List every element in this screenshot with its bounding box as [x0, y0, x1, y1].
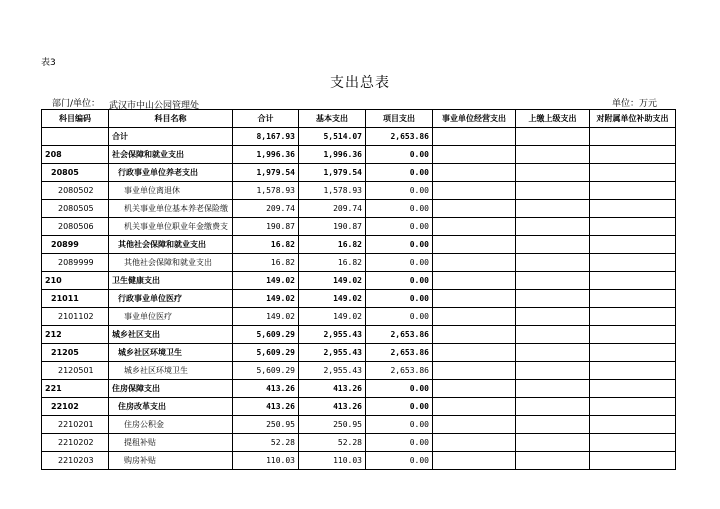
cell-project: 0.00 — [366, 398, 433, 416]
cell-subsidiary-subsidy — [590, 344, 676, 362]
cell-business — [433, 416, 516, 434]
cell-remit-upper — [516, 128, 590, 146]
cell-subsidiary-subsidy — [590, 290, 676, 308]
cell-project: 0.00 — [366, 164, 433, 182]
cell-subsidiary-subsidy — [590, 416, 676, 434]
cell-basic: 209.74 — [299, 200, 366, 218]
cell-basic: 149.02 — [299, 272, 366, 290]
department-label: 部门/单位： — [52, 99, 101, 109]
table-row — [42, 128, 676, 146]
cell-total: 149.02 — [233, 308, 299, 326]
cell-total: 1,578.93 — [233, 182, 299, 200]
table-row — [42, 200, 676, 218]
cell-subject-code: 21011 — [42, 290, 109, 308]
table-row — [42, 380, 676, 398]
cell-subject-name: 住房保障支出 — [109, 380, 233, 398]
cell-business — [433, 362, 516, 380]
cell-subject-code: 208 — [42, 146, 109, 164]
cell-subject-name: 社会保障和就业支出 — [109, 146, 233, 164]
cell-business — [433, 236, 516, 254]
cell-subsidiary-subsidy — [590, 380, 676, 398]
cell-basic: 2,955.43 — [299, 344, 366, 362]
header-project-expenditure: 项目支出 — [366, 110, 433, 128]
cell-remit-upper — [516, 164, 590, 182]
cell-subject-code: 212 — [42, 326, 109, 344]
cell-remit-upper — [516, 182, 590, 200]
cell-business — [433, 290, 516, 308]
cell-basic: 1,578.93 — [299, 182, 366, 200]
cell-business — [433, 434, 516, 452]
cell-business — [433, 398, 516, 416]
cell-business — [433, 200, 516, 218]
cell-project: 2,653.86 — [366, 128, 433, 146]
cell-subject-code: 2080505 — [42, 200, 109, 218]
unit-label: 单位：万元 — [612, 99, 658, 109]
cell-subject-code: 221 — [42, 380, 109, 398]
cell-total: 5,609.29 — [233, 326, 299, 344]
cell-subject-code: 2210202 — [42, 434, 109, 452]
header-subject-code: 科目编码 — [42, 110, 109, 128]
cell-remit-upper — [516, 398, 590, 416]
cell-subject-code: 2210203 — [42, 452, 109, 470]
table-row — [42, 416, 676, 434]
cell-basic: 413.26 — [299, 380, 366, 398]
cell-subsidiary-subsidy — [590, 398, 676, 416]
table-row — [42, 290, 676, 308]
cell-basic: 16.82 — [299, 254, 366, 272]
cell-total: 413.26 — [233, 380, 299, 398]
cell-subject-code: 210 — [42, 272, 109, 290]
cell-project: 0.00 — [366, 416, 433, 434]
cell-subsidiary-subsidy — [590, 218, 676, 236]
cell-subsidiary-subsidy — [590, 272, 676, 290]
table-row — [42, 164, 676, 182]
cell-subject-name: 事业单位医疗 — [109, 308, 233, 326]
cell-subject-code: 2089999 — [42, 254, 109, 272]
cell-subject-code: 20899 — [42, 236, 109, 254]
cell-project: 0.00 — [366, 200, 433, 218]
cell-project: 0.00 — [366, 452, 433, 470]
table-number: 表3 — [41, 58, 56, 68]
cell-remit-upper — [516, 308, 590, 326]
cell-business — [433, 380, 516, 398]
cell-subsidiary-subsidy — [590, 434, 676, 452]
table-row — [42, 146, 676, 164]
cell-remit-upper — [516, 146, 590, 164]
cell-subsidiary-subsidy — [590, 326, 676, 344]
cell-subsidiary-subsidy — [590, 164, 676, 182]
cell-project: 0.00 — [366, 254, 433, 272]
cell-subject-name: 其他社会保障和就业支出 — [109, 236, 233, 254]
cell-basic: 190.87 — [299, 218, 366, 236]
table-row — [42, 236, 676, 254]
cell-subject-code: 2080506 — [42, 218, 109, 236]
table-row — [42, 308, 676, 326]
cell-business — [433, 164, 516, 182]
cell-subsidiary-subsidy — [590, 128, 676, 146]
cell-business — [433, 254, 516, 272]
cell-project: 0.00 — [366, 182, 433, 200]
cell-remit-upper — [516, 452, 590, 470]
cell-business — [433, 272, 516, 290]
cell-project: 2,653.86 — [366, 344, 433, 362]
cell-subject-name: 合计 — [109, 128, 233, 146]
cell-subject-name: 住房公积金 — [109, 416, 233, 434]
cell-subject-name: 城乡社区环境卫生 — [109, 362, 233, 380]
cell-project: 2,653.86 — [366, 362, 433, 380]
cell-subject-name: 行政事业单位养老支出 — [109, 164, 233, 182]
cell-total: 413.26 — [233, 398, 299, 416]
header-basic-expenditure: 基本支出 — [299, 110, 366, 128]
cell-total: 5,609.29 — [233, 344, 299, 362]
cell-subject-name: 行政事业单位医疗 — [109, 290, 233, 308]
cell-project: 0.00 — [366, 290, 433, 308]
cell-basic: 2,955.43 — [299, 362, 366, 380]
cell-total: 250.95 — [233, 416, 299, 434]
cell-basic: 16.82 — [299, 236, 366, 254]
cell-subsidiary-subsidy — [590, 182, 676, 200]
cell-remit-upper — [516, 290, 590, 308]
cell-total: 190.87 — [233, 218, 299, 236]
cell-subject-name: 事业单位离退休 — [109, 182, 233, 200]
cell-project: 0.00 — [366, 236, 433, 254]
cell-basic: 1,979.54 — [299, 164, 366, 182]
department-value: 武汉市中山公园管理处 — [109, 101, 200, 111]
cell-remit-upper — [516, 362, 590, 380]
cell-subject-name: 城乡社区支出 — [109, 326, 233, 344]
cell-subject-name: 机关事业单位基本养老保险缴 — [109, 200, 233, 218]
table-row — [42, 452, 676, 470]
table-row — [42, 218, 676, 236]
expenditure-table — [41, 109, 676, 470]
cell-total: 110.03 — [233, 452, 299, 470]
table-row — [42, 182, 676, 200]
cell-business — [433, 344, 516, 362]
page-title: 支出总表 — [330, 75, 390, 91]
table-row — [42, 326, 676, 344]
cell-subject-name: 城乡社区环境卫生 — [109, 344, 233, 362]
cell-basic: 5,514.07 — [299, 128, 366, 146]
cell-basic: 149.02 — [299, 290, 366, 308]
cell-project: 0.00 — [366, 218, 433, 236]
cell-total: 149.02 — [233, 290, 299, 308]
header-total: 合计 — [233, 110, 299, 128]
cell-total: 1,979.54 — [233, 164, 299, 182]
cell-remit-upper — [516, 416, 590, 434]
table-row — [42, 434, 676, 452]
cell-subject-name: 住房改革支出 — [109, 398, 233, 416]
cell-subject-code: 2210201 — [42, 416, 109, 434]
cell-basic: 110.03 — [299, 452, 366, 470]
header-remit-upper-expenditure: 上缴上级支出 — [516, 110, 590, 128]
cell-total: 8,167.93 — [233, 128, 299, 146]
cell-subject-code: 20805 — [42, 164, 109, 182]
cell-subject-code — [42, 128, 109, 146]
cell-subsidiary-subsidy — [590, 308, 676, 326]
cell-basic: 149.02 — [299, 308, 366, 326]
cell-remit-upper — [516, 380, 590, 398]
cell-subject-name: 购房补贴 — [109, 452, 233, 470]
cell-remit-upper — [516, 200, 590, 218]
cell-basic: 1,996.36 — [299, 146, 366, 164]
table-row — [42, 362, 676, 380]
cell-total: 1,996.36 — [233, 146, 299, 164]
cell-subject-code: 2101102 — [42, 308, 109, 326]
table-row — [42, 254, 676, 272]
cell-remit-upper — [516, 326, 590, 344]
cell-business — [433, 326, 516, 344]
cell-remit-upper — [516, 272, 590, 290]
cell-subject-code: 22102 — [42, 398, 109, 416]
cell-total: 149.02 — [233, 272, 299, 290]
cell-subject-name: 卫生健康支出 — [109, 272, 233, 290]
cell-project: 2,653.86 — [366, 326, 433, 344]
cell-subsidiary-subsidy — [590, 452, 676, 470]
cell-basic: 413.26 — [299, 398, 366, 416]
cell-remit-upper — [516, 344, 590, 362]
cell-remit-upper — [516, 254, 590, 272]
cell-subject-name: 提租补贴 — [109, 434, 233, 452]
cell-subject-code: 2120501 — [42, 362, 109, 380]
cell-business — [433, 218, 516, 236]
cell-total: 16.82 — [233, 254, 299, 272]
header-business-expenditure: 事业单位经营支出 — [433, 110, 516, 128]
cell-remit-upper — [516, 218, 590, 236]
cell-subsidiary-subsidy — [590, 254, 676, 272]
cell-subject-name: 机关事业单位职业年金缴费支 — [109, 218, 233, 236]
cell-subsidiary-subsidy — [590, 362, 676, 380]
cell-total: 16.82 — [233, 236, 299, 254]
table-row — [42, 344, 676, 362]
cell-project: 0.00 — [366, 308, 433, 326]
cell-project: 0.00 — [366, 272, 433, 290]
cell-business — [433, 146, 516, 164]
cell-subject-name: 其他社会保障和就业支出 — [109, 254, 233, 272]
cell-total: 209.74 — [233, 200, 299, 218]
cell-project: 0.00 — [366, 146, 433, 164]
cell-subject-code: 2080502 — [42, 182, 109, 200]
cell-subsidiary-subsidy — [590, 146, 676, 164]
header-subject-name: 科目名称 — [109, 110, 233, 128]
cell-project: 0.00 — [366, 380, 433, 398]
cell-basic: 52.28 — [299, 434, 366, 452]
cell-project: 0.00 — [366, 434, 433, 452]
header-row — [42, 110, 676, 128]
cell-total: 52.28 — [233, 434, 299, 452]
cell-remit-upper — [516, 236, 590, 254]
cell-business — [433, 452, 516, 470]
cell-total: 5,609.29 — [233, 362, 299, 380]
cell-business — [433, 308, 516, 326]
cell-basic: 250.95 — [299, 416, 366, 434]
cell-basic: 2,955.43 — [299, 326, 366, 344]
cell-subsidiary-subsidy — [590, 236, 676, 254]
table-row — [42, 272, 676, 290]
cell-business — [433, 182, 516, 200]
header-subsidiary-subsidy: 对附属单位补助支出 — [590, 110, 676, 128]
cell-subject-code: 21205 — [42, 344, 109, 362]
cell-business — [433, 128, 516, 146]
cell-remit-upper — [516, 434, 590, 452]
cell-subsidiary-subsidy — [590, 200, 676, 218]
table-row — [42, 398, 676, 416]
